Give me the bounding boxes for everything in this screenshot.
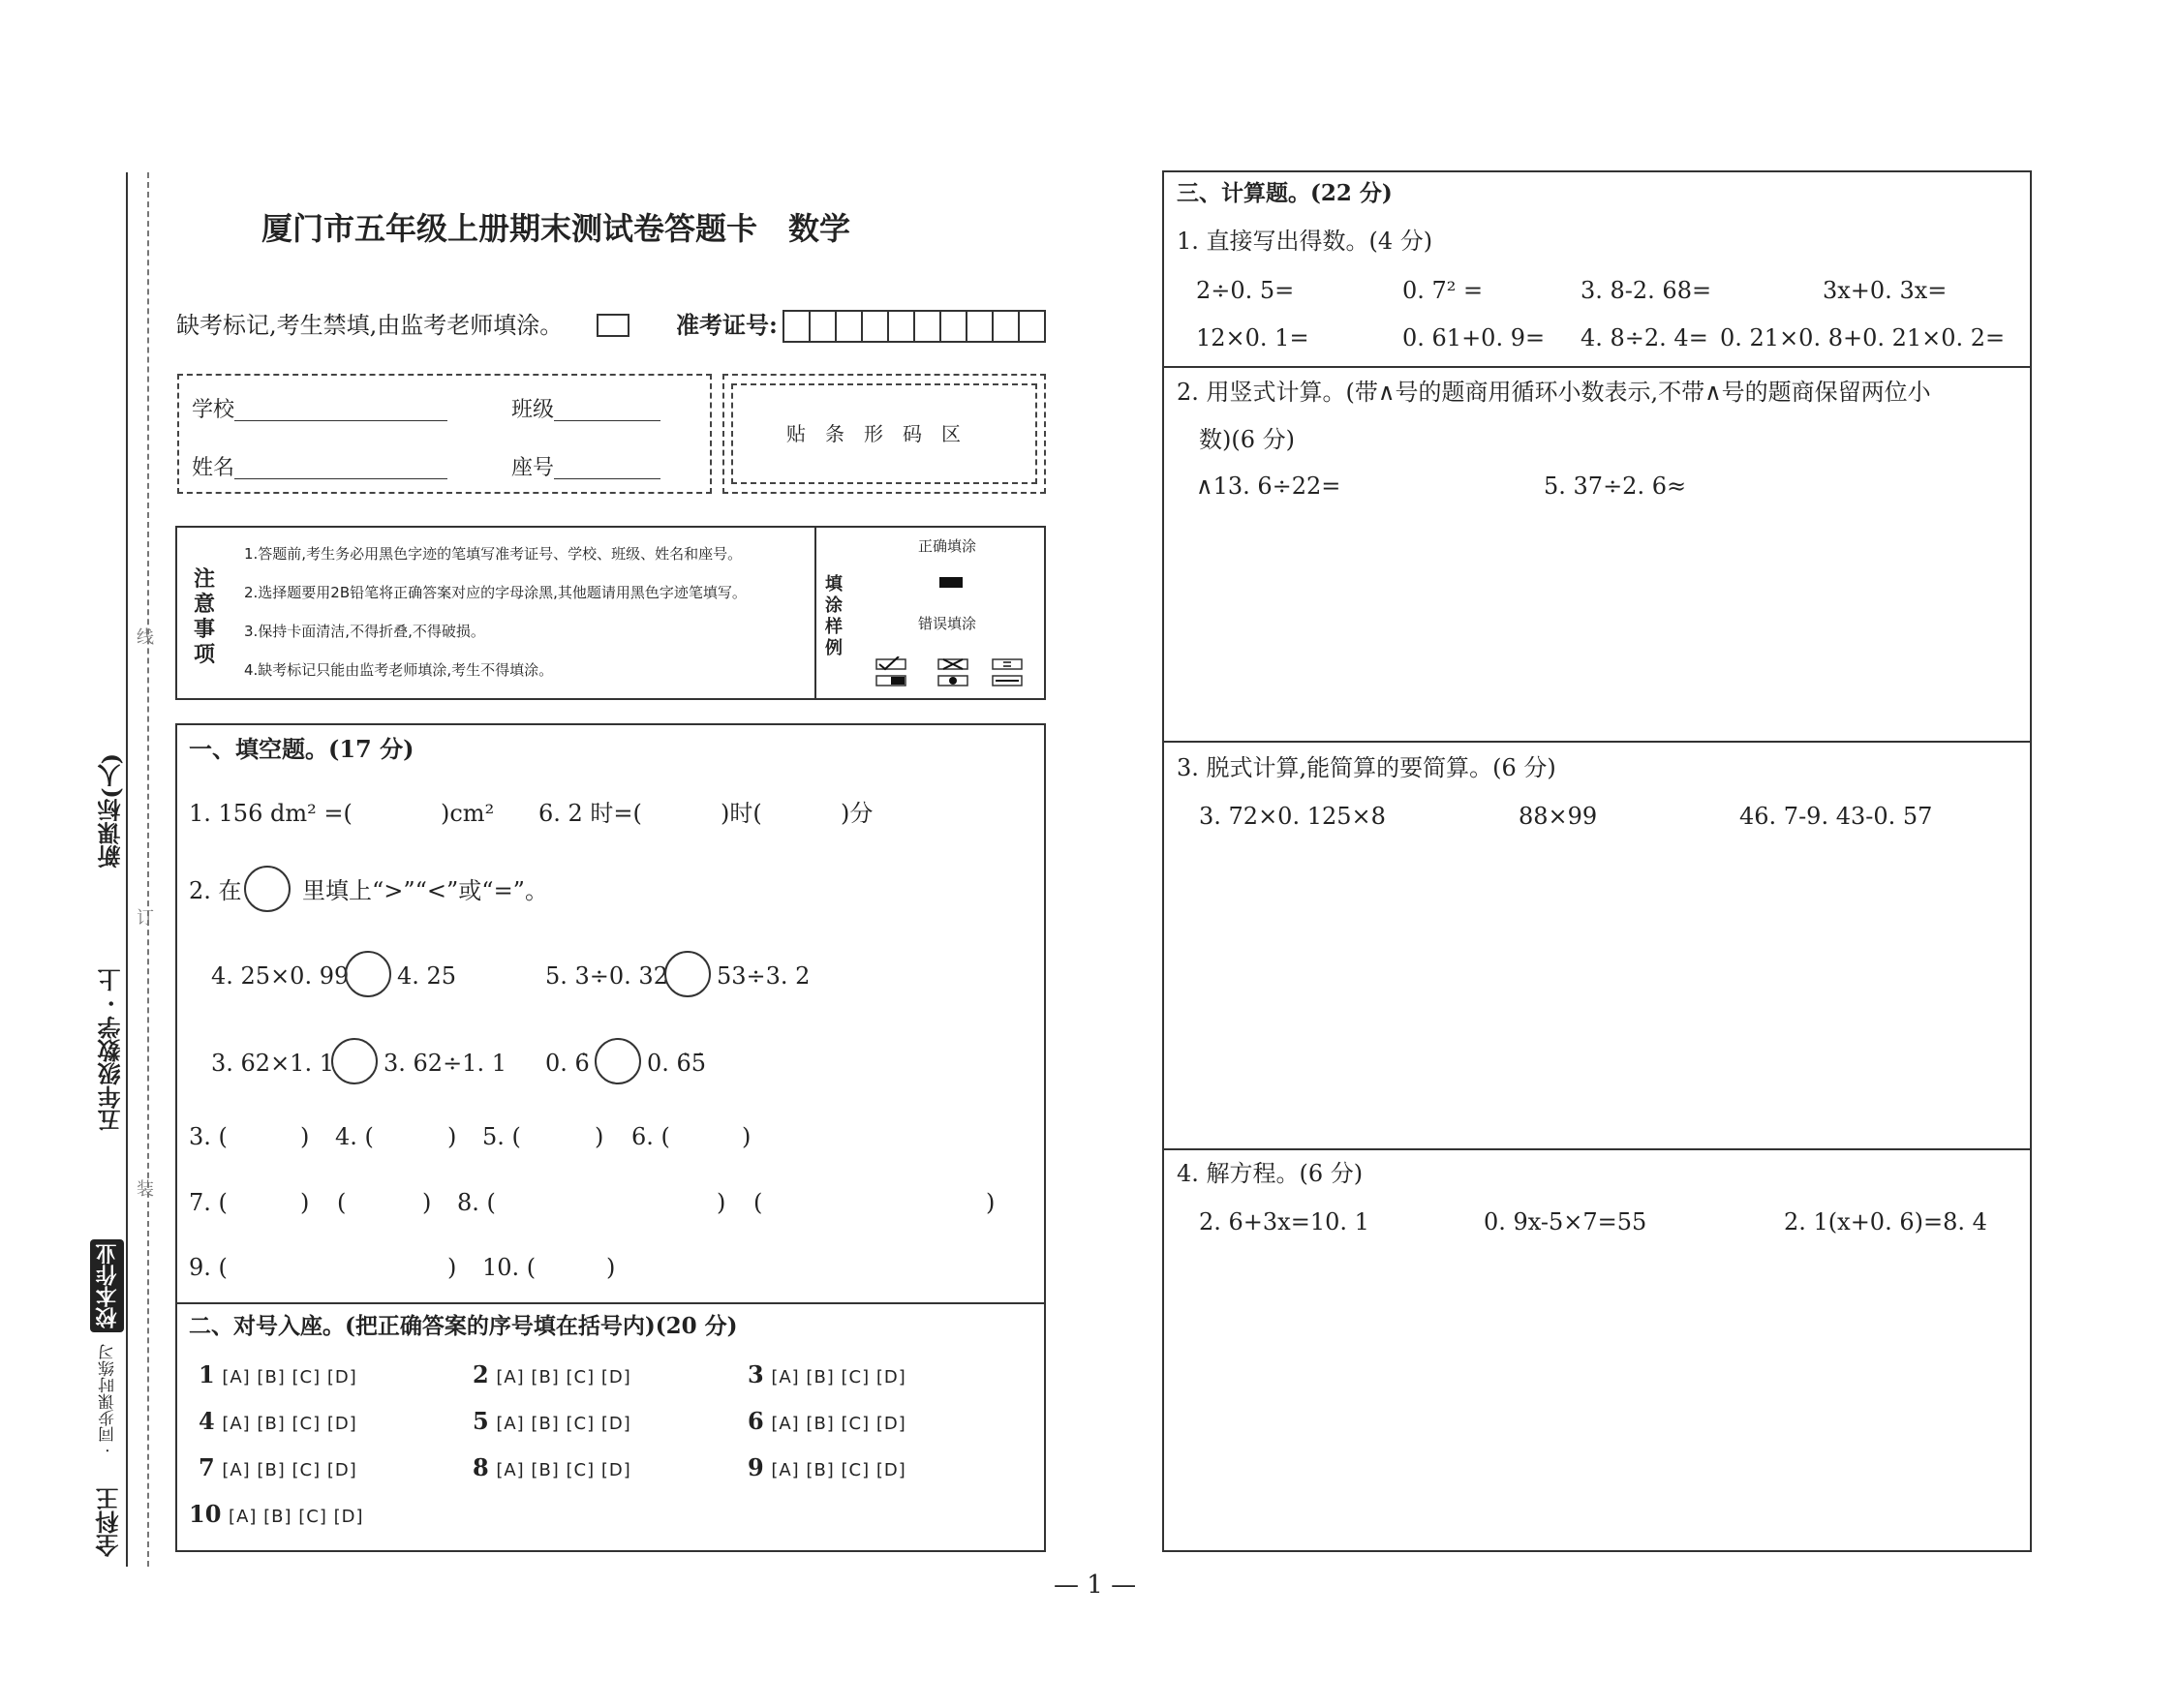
- part3-divider-2: [1162, 741, 2032, 743]
- q8b-open: (: [753, 1189, 763, 1216]
- part2-heading: 二、对号入座。(把正确答案的序号填在括号内)(20 分): [189, 1313, 738, 1339]
- mc-options[interactable]: [A] [B] [C] [D]: [771, 1414, 906, 1434]
- mc-options[interactable]: [A] [B] [C] [D]: [771, 1367, 906, 1388]
- page-number: — 1 —: [1054, 1571, 1137, 1600]
- mc-options[interactable]: [A] [B] [C] [D]: [496, 1414, 631, 1434]
- page-title: 厦门市五年级上册期末测试卷答题卡 数学: [261, 210, 851, 247]
- mc-row[interactable]: [199, 1407, 357, 1435]
- s4-item-1: 2. 6+3x=10. 1: [1199, 1208, 1369, 1235]
- s3-item-2: 88×99: [1519, 803, 1598, 830]
- s1-item-7: 4. 8÷2. 4=: [1581, 324, 1708, 351]
- mc-row[interactable]: [748, 1360, 906, 1388]
- q9-open: 9. (: [189, 1254, 228, 1281]
- absent-mark-box[interactable]: [597, 314, 629, 337]
- mc-num: 9: [748, 1453, 764, 1481]
- s2-item-2: 5. 37÷2. 6≈: [1544, 473, 1687, 500]
- s3-item-1: 3. 72×0. 125×8: [1199, 803, 1386, 830]
- mc-options[interactable]: [A] [B] [C] [D]: [496, 1367, 631, 1388]
- binding-mark-bind: 装: [137, 1179, 154, 1200]
- mc-row[interactable]: [473, 1407, 631, 1435]
- s3-heading: 3. 脱式计算,能简算的要简算。(6 分): [1177, 754, 1556, 781]
- q2-sample-circle: [244, 866, 291, 912]
- q8-close: ): [717, 1189, 726, 1216]
- q7b-open: (: [337, 1189, 347, 1216]
- exam-no-label: 准考证号:: [676, 311, 778, 339]
- q5-close: ): [595, 1123, 604, 1150]
- compare-2-circle[interactable]: [664, 951, 711, 997]
- part1-heading: 一、填空题。(17 分): [189, 735, 414, 763]
- slash-mark-wrong-icon: [992, 656, 1023, 689]
- q6-close: ): [742, 1123, 752, 1150]
- mc-num: 10: [189, 1500, 222, 1528]
- class-field[interactable]: [511, 399, 660, 421]
- school-field[interactable]: [192, 399, 447, 421]
- exam-no-cell[interactable]: [966, 312, 992, 341]
- mc-num: 1: [199, 1360, 215, 1388]
- mc-num: 3: [748, 1360, 764, 1388]
- binding-mark-line: 线: [137, 627, 154, 648]
- s1-heading: 1. 直接写出得数。(4 分): [1177, 228, 1433, 255]
- binding-mark-order: 订: [137, 908, 154, 929]
- mc-row[interactable]: [473, 1453, 631, 1481]
- compare-4-right: 0. 6̇5̇: [647, 1050, 707, 1077]
- cross-mark-wrong-icon: [937, 656, 968, 689]
- part3-divider-3: [1162, 1148, 2032, 1150]
- series-label: 新课标(人): [97, 753, 125, 869]
- mc-num: 6: [748, 1407, 764, 1435]
- s1-item-2: 0. 7² =: [1402, 277, 1484, 304]
- mc-options[interactable]: [A] [B] [C] [D]: [771, 1460, 906, 1480]
- s2-item-1: ∧13. 6÷22=: [1196, 473, 1341, 500]
- s1-item-3: 3. 8-2. 68=: [1581, 277, 1712, 304]
- correct-fill-label: 正确填涂: [918, 537, 977, 555]
- exam-no-cell[interactable]: [992, 312, 1018, 341]
- q1-c: 6. 2 时=(: [538, 800, 642, 827]
- name-label: 姓名: [192, 456, 235, 480]
- mc-num: 4: [199, 1407, 215, 1435]
- q1-a: 1. 156 dm² =(: [189, 800, 353, 827]
- compare-4-circle[interactable]: [595, 1038, 641, 1084]
- q10-open: 10. (: [482, 1254, 537, 1281]
- q7-close: ): [300, 1189, 310, 1216]
- compare-1-circle[interactable]: [345, 951, 391, 997]
- mc-options[interactable]: [A] [B] [C] [D]: [222, 1414, 357, 1434]
- q2-a: 2. 在: [189, 877, 242, 904]
- check-mark-wrong-icon: [875, 656, 906, 689]
- brand-sub: · 同步课时练习: [99, 1344, 118, 1453]
- fill-example-title: 填涂样例: [825, 574, 843, 658]
- compare-3-left: 3. 62×1. 1: [211, 1050, 334, 1077]
- q4-open: 4. (: [335, 1123, 374, 1150]
- absent-note: 缺考标记,考生禁填,由监考老师填涂。: [176, 312, 564, 339]
- q8b-close: ): [986, 1189, 996, 1216]
- s1-item-1: 2÷0. 5=: [1196, 277, 1295, 304]
- seat-field[interactable]: [511, 457, 660, 479]
- mc-options[interactable]: [A] [B] [C] [D]: [229, 1507, 364, 1527]
- exam-no-cell[interactable]: [887, 312, 913, 341]
- s4-heading: 4. 解方程。(6 分): [1177, 1160, 1364, 1187]
- mc-num: 2: [473, 1360, 489, 1388]
- class-label: 班级: [511, 398, 555, 422]
- q10-close: ): [606, 1254, 616, 1281]
- notice-title: 注意事项: [194, 566, 216, 667]
- barcode-label: 贴 条 形 码 区: [786, 422, 961, 445]
- s1-item-6: 0. 61+0. 9=: [1402, 324, 1546, 351]
- correct-fill-mark: [939, 577, 963, 588]
- q7b-close: ): [422, 1189, 432, 1216]
- q3-open: 3. (: [189, 1123, 228, 1150]
- exam-no-cell[interactable]: [1018, 312, 1044, 341]
- brand-tag: 校本作业: [90, 1239, 124, 1332]
- name-field[interactable]: [192, 457, 447, 479]
- exam-no-cell[interactable]: [783, 312, 809, 341]
- mc-row[interactable]: [473, 1360, 631, 1388]
- q5-open: 5. (: [482, 1123, 521, 1150]
- school-label: 学校: [192, 398, 235, 422]
- brand-main: 全科王: [95, 1487, 123, 1557]
- notice-divider: [814, 526, 816, 700]
- q7-open: 7. (: [189, 1189, 228, 1216]
- q9-close: ): [447, 1254, 457, 1281]
- s4-item-3: 2. 1(x+0. 6)=8. 4: [1784, 1208, 1987, 1235]
- mc-row[interactable]: [199, 1453, 357, 1481]
- s1-item-4: 3x+0. 3x=: [1823, 277, 1948, 304]
- mc-row[interactable]: [748, 1407, 906, 1435]
- mc-options[interactable]: [A] [B] [C] [D]: [222, 1460, 357, 1480]
- part3-divider-1: [1162, 366, 2032, 368]
- binding-dashed-line: [147, 172, 149, 1567]
- wrong-fill-label: 错误填涂: [918, 615, 977, 632]
- mc-num: 7: [199, 1453, 215, 1481]
- binding-line: [126, 172, 128, 1567]
- mc-options[interactable]: [A] [B] [C] [D]: [222, 1367, 357, 1388]
- exam-no-cell[interactable]: [913, 312, 939, 341]
- s2-heading-line1: 2. 用竖式计算。(带∧号的题商用循环小数表示,不带∧号的题商保留两位小: [1177, 379, 1931, 406]
- s1-item-5: 12×0. 1=: [1196, 324, 1309, 351]
- q8-open: 8. (: [457, 1189, 496, 1216]
- compare-2-left: 5. 3÷0. 32: [545, 962, 668, 990]
- q4-close: ): [447, 1123, 457, 1150]
- part3-heading: 三、计算题。(22 分): [1177, 180, 1393, 206]
- exam-no-cell[interactable]: [939, 312, 966, 341]
- seat-label: 座号: [511, 456, 555, 480]
- mc-options[interactable]: [A] [B] [C] [D]: [496, 1460, 631, 1480]
- notice-item-1: 1.答题前,考生务必用黑色字迹的笔填写准考证号、学校、班级、姓名和座号。: [244, 545, 743, 563]
- exam-no-boxes[interactable]: [783, 310, 1046, 343]
- mc-row[interactable]: [199, 1360, 357, 1388]
- q1-b: )cm²: [441, 800, 495, 827]
- q2-b: 里填上“>”“<”或“=”。: [302, 877, 548, 904]
- notice-item-3: 3.保持卡面清洁,不得折叠,不得破损。: [244, 623, 485, 640]
- notice-item-2: 2.选择题要用2B铅笔将正确答案对应的字母涂黑,其他题请用黑色字迹笔填写。: [244, 584, 747, 601]
- mc-row[interactable]: [189, 1500, 364, 1528]
- s4-item-2: 0. 9x-5×7=55: [1484, 1208, 1647, 1235]
- subject-label: 五年级数学 · 上: [97, 968, 125, 1133]
- s2-heading-line2: 数)(6 分): [1199, 426, 1295, 453]
- q3-close: ): [300, 1123, 310, 1150]
- mc-num: 5: [473, 1407, 489, 1435]
- compare-3-right: 3. 62÷1. 1: [384, 1050, 506, 1077]
- notice-item-4: 4.缺考标记只能由监考老师填涂,考生不得填涂。: [244, 661, 554, 679]
- exam-no-cell[interactable]: [861, 312, 887, 341]
- s3-item-3: 46. 7-9. 43-0. 57: [1739, 803, 1933, 830]
- compare-1-right: 4. 25: [397, 962, 457, 990]
- compare-3-circle[interactable]: [331, 1038, 378, 1084]
- exam-no-cell[interactable]: [835, 312, 861, 341]
- q6-open: 6. (: [631, 1123, 670, 1150]
- mc-row[interactable]: [748, 1453, 906, 1481]
- mc-num: 8: [473, 1453, 489, 1481]
- s1-item-8: 0. 21×0. 8+0. 21×0. 2=: [1720, 324, 2006, 351]
- compare-2-right: 53÷3. 2: [717, 962, 811, 990]
- compare-1-left: 4. 25×0. 99: [211, 962, 350, 990]
- q1-e: )分: [841, 800, 874, 827]
- exam-no-cell[interactable]: [809, 312, 835, 341]
- compare-4-left: 0. 6̇: [545, 1050, 590, 1077]
- q1-d: )时(: [721, 800, 762, 827]
